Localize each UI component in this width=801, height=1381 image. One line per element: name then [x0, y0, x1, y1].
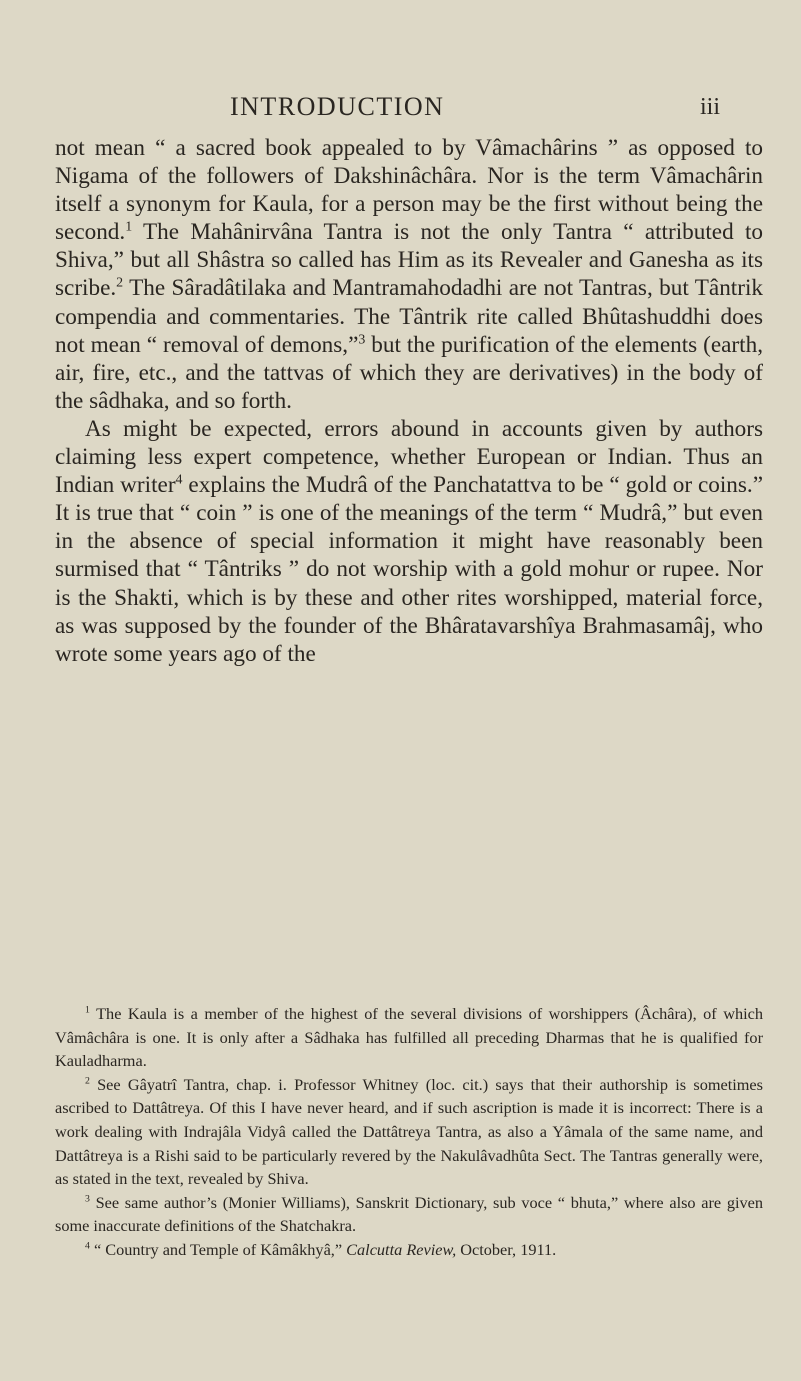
footnote-number: 1 — [85, 1004, 90, 1016]
footnote-number: 2 — [85, 1075, 90, 1087]
footnote-1 — [55, 1002, 763, 1073]
footnote-3 — [55, 1191, 763, 1238]
paragraph-2 — [55, 415, 763, 668]
footnote-ref-3: 3 — [358, 331, 366, 347]
paragraph-text: but the purification of the elements (earth, air, fire, etc., and the tattvas of which they are derivatives) in the body of the sâdhaka, and so forth. — [55, 331, 763, 414]
footnote-number: 4 — [85, 1240, 90, 1252]
paragraph-1 — [55, 134, 763, 415]
paragraph-text: As might be expected, errors abound in accounts given by authors claiming less expert competence, whether European or Indian. Thus an Indian writer — [55, 415, 763, 499]
footnote-2 — [55, 1073, 763, 1191]
footnote-ref-1: 1 — [125, 219, 133, 235]
footnote-text: “ Country and Temple of Kâmâkhyâ,” — [93, 1239, 347, 1259]
footnote-text: See same author’s (Monier Williams), Sanskrit Dictionary, sub voce “ bhuta,” where also are given some inaccurate definitions of the Shatchakra. — [55, 1192, 763, 1236]
paragraph-text: The Sâradâtilaka and Mantramahodadhi are not Tantras, but Tântrik compendia and commentaries. The Tântrik rite called Bhûtashuddhi does not mean “ removal of demons,” — [55, 275, 763, 358]
journal-title: Calcutta Review, — [346, 1239, 457, 1259]
footnote-ref-2: 2 — [116, 275, 124, 291]
footnotes — [55, 1002, 763, 1262]
footnote-ref-4: 4 — [175, 472, 183, 488]
footnote-number: 3 — [85, 1193, 90, 1205]
footnote-text: The Kaula is a member of the highest of the several divisions of worshippers (Âchâra), of which Vâmâchâra is one. It is only after a Sâdhaka has fulfilled all preceding Dharmas that he is qualified for Kauladharma. — [55, 1004, 764, 1071]
main-text — [55, 134, 763, 668]
paragraph-text: explains the Mudrâ of the Panchatattva to be “ gold or coins.” It is true that “ coin ” is one of the meanings of the term “ Mudrâ,” but even in the absence of special information it might have reasonably been surmised that “ Tântriks ” do not worship with a gold mohur or rupee. Nor is the Shakti, which is by these and other rites worshipped, material force, as was supposed by the founder of the Bhâratavarshîya Brahmasamâj, who wrote some years ago of the — [55, 472, 764, 667]
footnote-text: See Gâyatrî Tantra, chap. i. Professor Whitney (loc. cit.) says that their authorship is sometimes ascribed to Dattâtreya. Of this I have never heard, and if such ascription is made it is incorrect: There is a work dealing with Indrajâla Vidyâ called the Dattâtreya Tantra, as also a Yâmala of the same name, and Dattâtreya is a Rishi said to be particularly revered by the Nakulâvadhûta Sect. The Tantras generally were, as stated in the text, revealed by Shiva. — [55, 1074, 763, 1189]
running-title: INTRODUCTION — [230, 92, 445, 121]
paragraph-text: not mean “ a sacred book appealed to by Vâmachârins ” as opposed to Nigama of the followers of Dakshinâchâra. Nor is the term Vâmachârin itself a synonym for Kaula, for a person may be the first without being the second. — [55, 135, 763, 246]
footnote-text: October, 1911. — [456, 1239, 557, 1259]
footnote-4 — [55, 1238, 763, 1262]
paragraph-text: The Mahânirvâna Tantra is not the only Tantra “ attributed to Shiva,” but all Shâstra so called has Him as its Revealer and Ganesha as its scribe. — [55, 219, 763, 302]
page-number: iii — [700, 94, 721, 120]
